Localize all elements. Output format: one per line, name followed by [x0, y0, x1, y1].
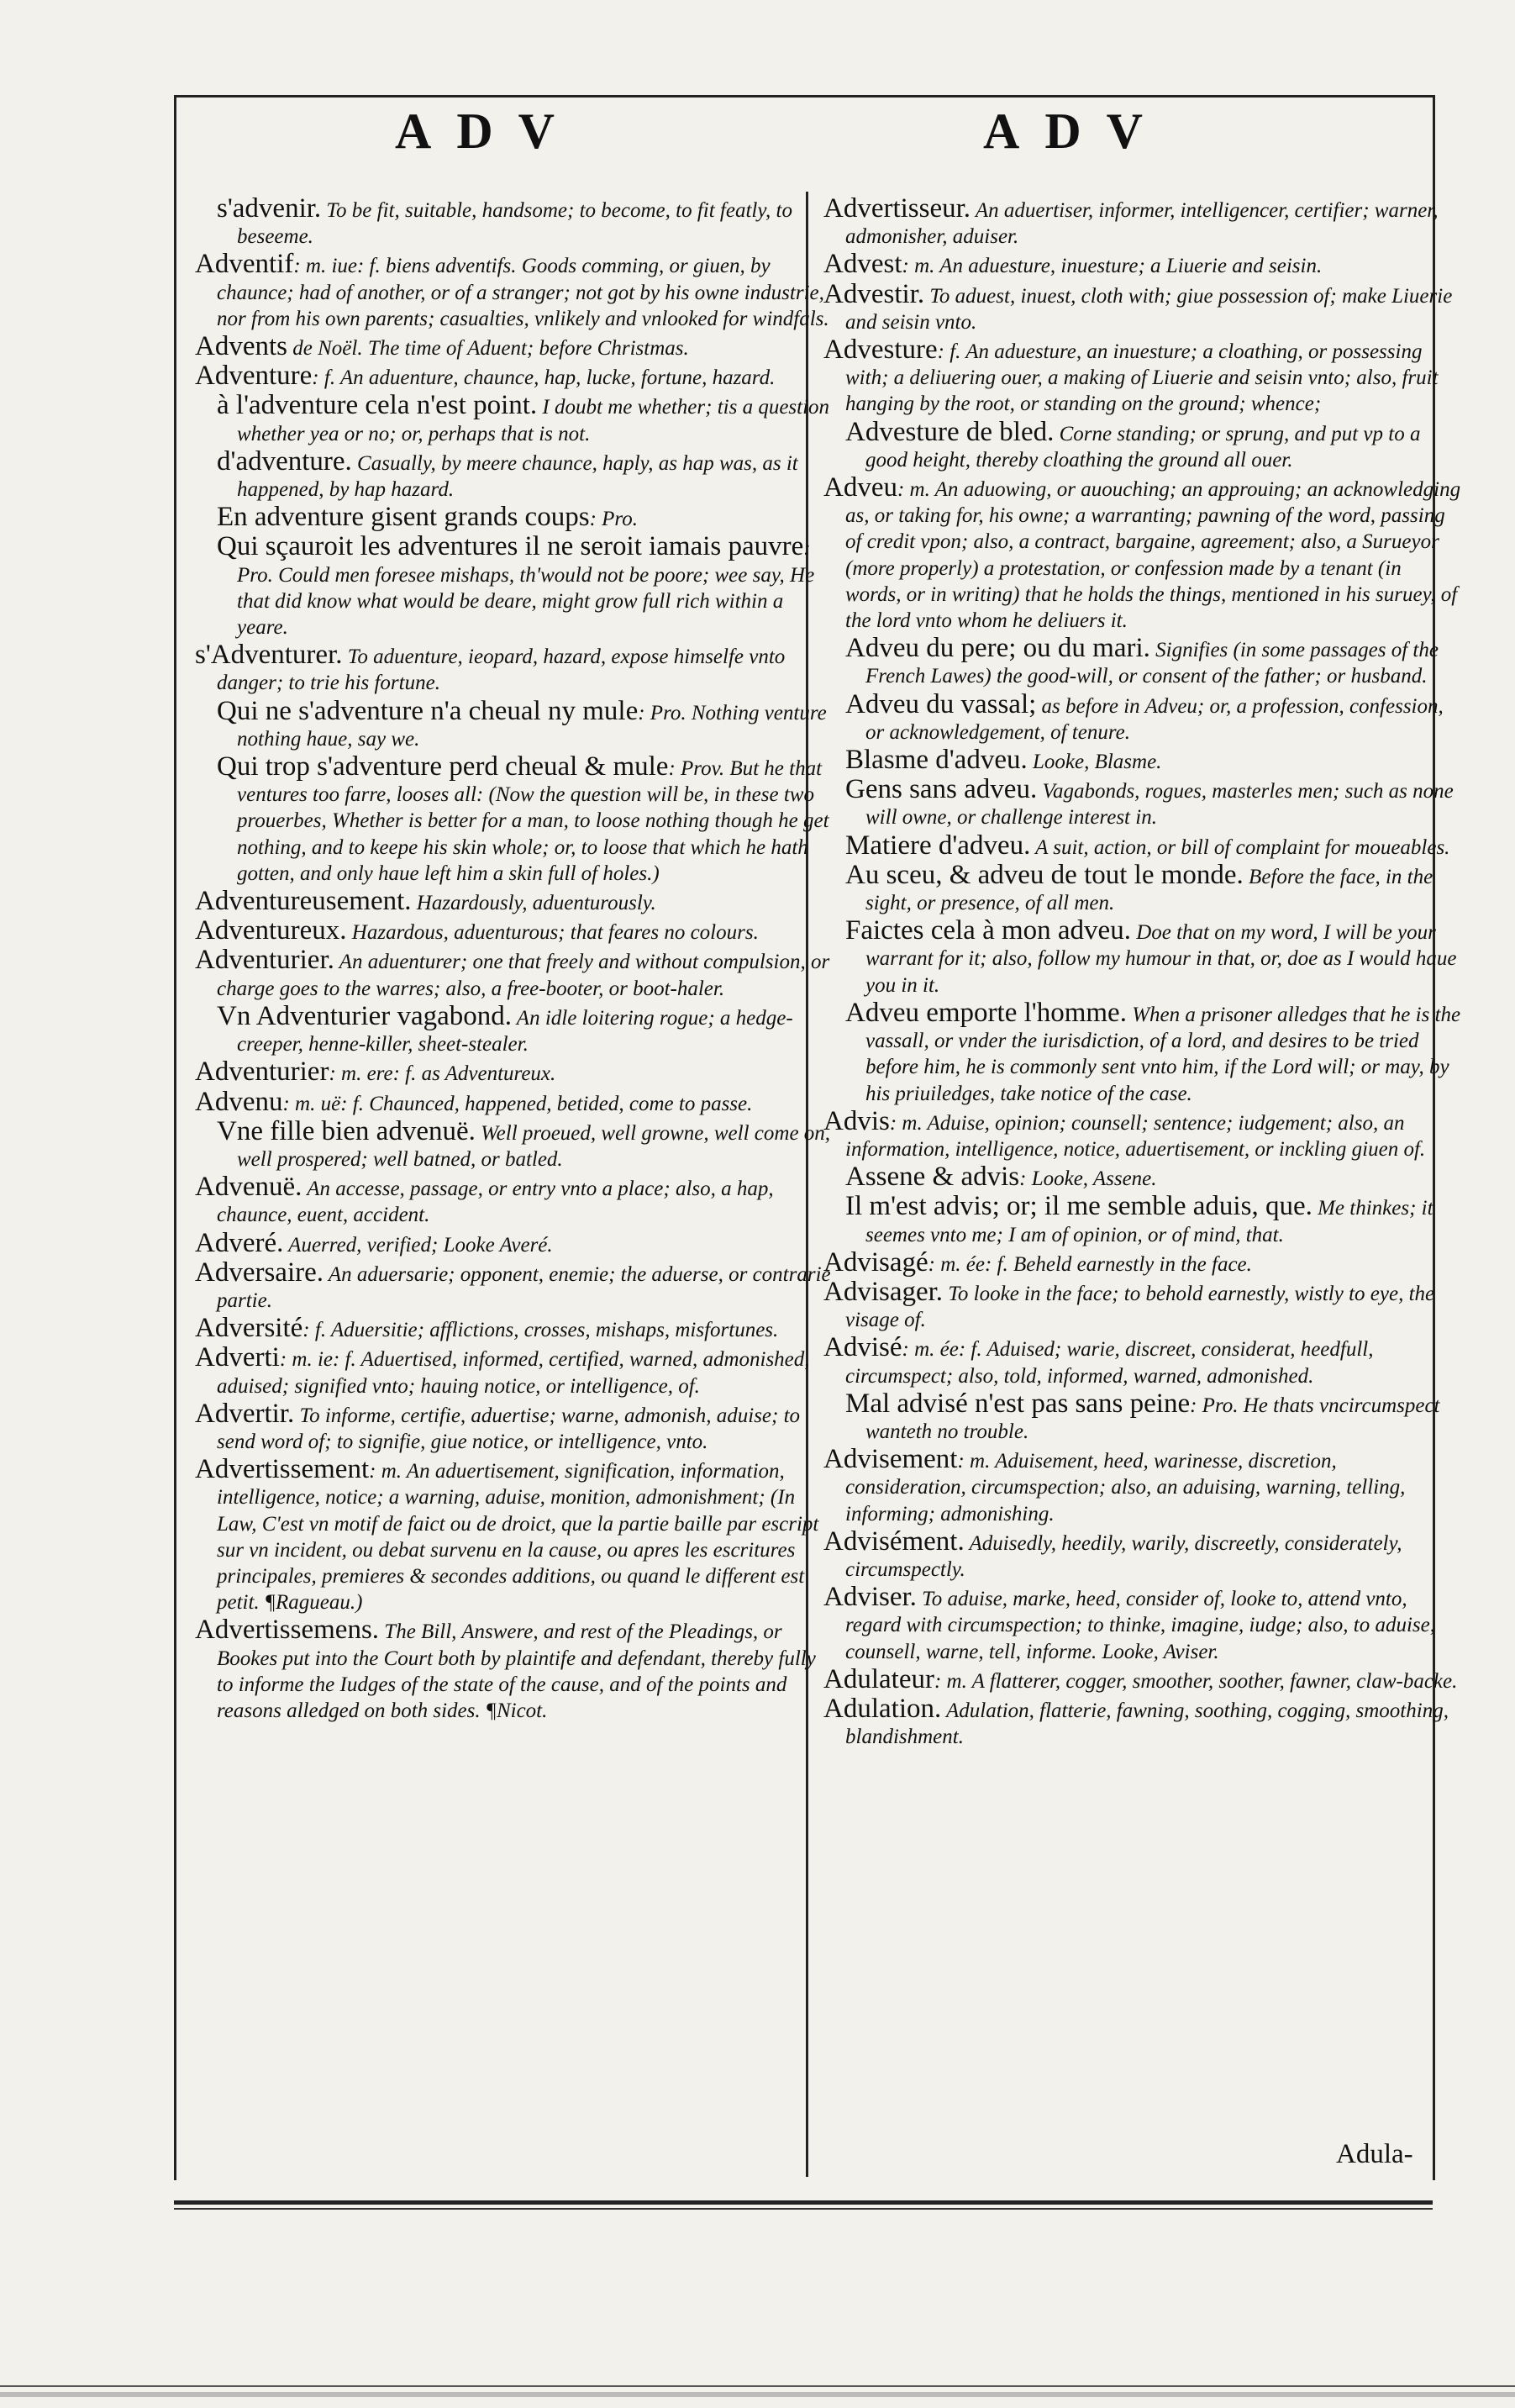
- dictionary-entry: [823, 997, 1462, 1107]
- entry-definition: To aduest, inuest, cloth with; giue possession of; make Liuerie and seisin vnto.: [845, 284, 1453, 334]
- entry-headword: Advertisseur.: [823, 193, 971, 224]
- dictionary-entry: [195, 1342, 834, 1399]
- dictionary-entry: [823, 337, 1462, 418]
- entry-definition: To aduise, marke, heed, consider of, looke to, attend vnto, regard with circumspection; to thinke, imagine, iudge; also, to aduise, counsell, warne, tell, informe. Looke, Aviser.: [845, 1588, 1435, 1663]
- entry-headword: Advents: [195, 331, 287, 362]
- dictionary-entry: [195, 390, 834, 446]
- entry-definition: : Pro. Could men foresee mishaps, th'would not be poore; wee say, He that did know what would be deare, might grow full rich within a yeare.: [237, 537, 815, 640]
- dictionary-entry: [195, 1227, 834, 1258]
- entry-headword: Adulation.: [823, 1693, 942, 1724]
- entry-definition: An aduersarie; opponent, enemie; the aduerse, or contrarie partie.: [217, 1262, 831, 1312]
- entry-definition: Corne standing; or sprung, and put vp to a good height, thereby cloathing the ground all ouer.: [865, 422, 1421, 472]
- entry-definition: : Pro. He thats vncircumspect wanteth no trouble.: [865, 1394, 1440, 1443]
- dictionary-entry: [823, 1584, 1462, 1665]
- entry-definition: : m. ere: f. as Adventureux.: [329, 1062, 556, 1086]
- entry-headword: Adveu du vassal;: [845, 688, 1037, 719]
- entry-definition: The Bill, Answere, and rest of the Pleadings, or Bookes put into the Court both by plaintife and defendant, thereby fully to informe the Iudges of the state of the cause, and of the points and reasons alledged on both sides. ¶Nicot.: [217, 1620, 816, 1722]
- dictionary-entry: [195, 1257, 834, 1314]
- dictionary-entry: [195, 1086, 834, 1117]
- entry-definition: : m. iue: f. biens adventifs. Goods comming, or giuen, by chaunce; had of another, or of a stranger; not got by his owne industrie, nor from his own parents; casualties, vnlikely and vnlooked for windfals.: [217, 255, 829, 330]
- entry-definition: : Pro. Nothing venture nothing haue, say we.: [237, 701, 827, 751]
- dictionary-entry: [195, 642, 834, 696]
- entry-definition: I doubt me whether; tis a question whether yea or no; or, perhaps that is not.: [237, 396, 830, 445]
- entry-definition: An aduenturer; one that freely and without compulsion, or charge goes to the warres; also, a free-booter, or boot-haler.: [217, 951, 830, 1000]
- dictionary-entry: [823, 688, 1462, 746]
- entry-definition: : m. An aduesture, inuesture; a Liuerie and seisin.: [902, 255, 1323, 278]
- entry-headword: Adveré.: [195, 1227, 284, 1258]
- running-head-right: ADV: [983, 103, 1168, 159]
- entry-definition: Hazardous, aduenturous; that feares no colours.: [346, 921, 759, 945]
- entry-headword: Advenu: [195, 1086, 283, 1117]
- entry-definition: : m. A flatterer, cogger, smoother, soother, fawner, claw-backe.: [934, 1669, 1458, 1693]
- dictionary-entry: [195, 445, 834, 503]
- dictionary-entry: [195, 193, 834, 250]
- entry-headword: Advisagé: [823, 1246, 928, 1278]
- entry-headword: Advestir.: [823, 278, 925, 309]
- entry-headword: Adulateur: [823, 1663, 934, 1694]
- dictionary-entry: [823, 1193, 1462, 1247]
- entry-headword: Mal advisé n'est pas sans peine: [845, 1388, 1191, 1419]
- entry-headword: Adversité: [195, 1313, 303, 1344]
- entry-definition: : f. Aduersitie; afflictions, crosses, mishaps, misfortunes.: [302, 1319, 779, 1342]
- dictionary-entry: [195, 695, 834, 752]
- entry-definition: : m. ée: f. Aduised; warie, discreet, considerat, heedfull, circumspect; also, told, informed, warned, admonished.: [845, 1338, 1374, 1388]
- entry-definition: : m. Aduise, opinion; counsell; sentence; iudgement; also, an information, intelligence, notice, aduertisement, or inckling giuen of.: [845, 1111, 1426, 1161]
- entry-definition: : f. An aduesture, an inuesture; a cloathing, or possessing with; a deliuering ouer, a making of Liuerie and seisin vnto; also, fruit hanging by the root, or standing on the ground; whence;: [845, 340, 1439, 416]
- entry-headword: Advertir.: [195, 1398, 295, 1429]
- dictionary-entry: [195, 1398, 834, 1455]
- entry-headword: Au sceu, & adveu de tout le monde.: [845, 859, 1244, 890]
- entry-definition: : m. An aduowing, or auouching; an approuing; an acknowledging as, or taking for, his owne; a warranting; pawning of the word, passing of credit vpon; also, a contract, bargaine, agreement; also, a Surueyor (more properly) a protestation, or confession made by a tenant (in words, or in writing) that he holds the things, mentioned in his suruey, of the lord vnto whom he deliuers it.: [845, 478, 1461, 633]
- entry-headword: Advesture: [823, 335, 938, 366]
- dictionary-entry: [195, 1454, 834, 1615]
- entry-definition: An accesse, passage, or entry vnto a place; also, a hap, chaunce, euent, accident.: [217, 1178, 774, 1227]
- entry-definition: : m. An aduertisement, signification, information, intelligence, notice; a warning, aduise, monition, admonishment; (In Law, C'est vn motif de faict ou de droict, que la partie baille par escript sur vn incident, ou debat survenu en la cause, ou apres les escritures principales, premieres & secondes additions, ou quand le different est petit. ¶Ragueau.): [217, 1460, 819, 1615]
- entry-headword: Advisément.: [823, 1525, 965, 1557]
- entry-headword: s'Adventurer.: [195, 640, 343, 671]
- entry-headword: Assene & advis: [845, 1162, 1020, 1193]
- dictionary-entry: [195, 1617, 834, 1724]
- entry-definition: Doe that on my word, I will be your warrant for it; also, follow my humour in that, or, doe as I would haue you in it.: [865, 921, 1457, 997]
- entry-headword: Blasme d'adveu.: [845, 745, 1028, 776]
- dictionary-entry: [823, 1105, 1462, 1162]
- entry-headword: Qui ne s'adventure n'a cheual ny mule: [217, 695, 639, 726]
- dictionary-entry: [823, 1446, 1462, 1527]
- entry-headword: Adventure: [195, 361, 313, 392]
- dictionary-entry: [823, 251, 1462, 279]
- entry-definition: To aduenture, ieopard, hazard, expose himselfe vnto danger; to trie his fortune.: [217, 645, 786, 695]
- entry-definition: as before in Adveu; or, a profession, confession, or acknowledgement, of tenure.: [865, 694, 1444, 744]
- entry-definition: Well proeued, well growne, well come on, well prospered; well batned, or batled.: [237, 1121, 831, 1171]
- entry-headword: Qui trop s'adventure perd cheual & mule: [217, 751, 669, 782]
- dictionary-entry: [823, 1332, 1462, 1388]
- dictionary-entry: [823, 774, 1462, 830]
- dictionary-entry: [195, 363, 834, 391]
- entry-headword: Advisager.: [823, 1276, 944, 1307]
- dictionary-entry: [195, 947, 834, 1001]
- entry-headword: Il m'est advis; or; il me semble aduis, que.: [845, 1191, 1312, 1222]
- entry-definition: Looke, Blasme.: [1027, 751, 1162, 774]
- entry-headword: Advest: [823, 249, 902, 280]
- entry-headword: Adveu du pere; ou du mari.: [845, 633, 1150, 664]
- entry-definition: Aduisedly, heedily, warily, discreetly, considerately, circumspectly.: [845, 1531, 1402, 1581]
- entry-headword: d'adventure.: [217, 445, 352, 477]
- entry-headword: Vne fille bien advenuë.: [217, 1115, 476, 1146]
- entry-headword: Advis: [823, 1105, 890, 1136]
- entry-headword: Adventureusement.: [195, 886, 412, 917]
- dictionary-entry: [823, 830, 1462, 861]
- entry-headword: En adventure gisent grands coups: [217, 502, 590, 533]
- entry-definition: Hazardously, aduenturously.: [411, 892, 656, 915]
- entry-definition: Casually, by meere chaunce, haply, as hap was, as it happened, by hap hazard.: [237, 451, 798, 502]
- dictionary-entry: [823, 1693, 1462, 1750]
- entry-definition: Vagabonds, rogues, masterles men; such as none will owne, or challenge interest in.: [865, 780, 1454, 830]
- entry-definition: To informe, certifie, aduertise; warne, admonish, aduise; to send word of; to signifie, giue notice, or intelligence, vnto.: [217, 1404, 801, 1453]
- dictionary-entry: [195, 1056, 834, 1088]
- dictionary-entry: [195, 331, 834, 362]
- entry-definition: When a prisoner alledges that he is the vassall, or vnder the iurisdiction, of a lord, and desires to be tried before him, he is commonly sent vnto him, if the Lord will; or may, by his priuiledges, take notice of the case.: [865, 1003, 1461, 1105]
- dictionary-entry: [823, 416, 1462, 473]
- entry-definition: : m. Aduisement, heed, warinesse, discretion, consideration, circumspection; also, an aduising, warning, telling, informing; admonishing.: [845, 1450, 1406, 1525]
- entry-definition: Me thinkes; it seemes vnto me; I am of opinion, or of mind, that.: [865, 1197, 1433, 1246]
- dictionary-entry: [195, 1174, 834, 1228]
- dictionary-entry: [195, 1315, 834, 1343]
- entry-headword: Advisement: [823, 1444, 958, 1475]
- entry-definition: To be fit, suitable, handsome; to become, to fit featly, to beseeme.: [237, 199, 792, 249]
- entry-headword: Advisé: [823, 1332, 902, 1363]
- entry-headword: Vn Adventurier vagabond.: [217, 1000, 512, 1031]
- dictionary-entry: [823, 193, 1462, 250]
- dictionary-entry: [823, 915, 1462, 999]
- entry-headword: Adventif: [195, 249, 294, 280]
- dictionary-entry: [195, 531, 834, 640]
- entry-headword: Qui sçauroit les adventures il ne seroit iamais pauvre: [217, 531, 804, 562]
- dictionary-entry: [195, 504, 834, 532]
- entry-definition: : Pro.: [589, 508, 638, 531]
- entry-definition: A suit, action, or bill of complaint for moueables.: [1030, 835, 1450, 859]
- dictionary-entry: [823, 1164, 1462, 1192]
- entry-definition: Auerred, verified; Looke Averé.: [283, 1233, 553, 1257]
- bottom-rule: [174, 2200, 1433, 2205]
- dictionary-entry: [195, 751, 834, 887]
- entry-headword: Adveu emporte l'homme.: [845, 997, 1127, 1028]
- right-column: [823, 193, 1462, 1752]
- footer-band: [0, 2392, 1515, 2397]
- entry-definition: Before the face, in the sight, or presence, of all men.: [865, 865, 1433, 915]
- dictionary-entry: [823, 1663, 1462, 1694]
- entry-headword: Adventurier: [195, 1056, 329, 1088]
- dictionary-entry: [823, 859, 1462, 916]
- entry-definition: : m. ie: f. Aduertised, informed, certified, warned, admonished, aduised; signified vnto; hauing notice, or intelligence, of.: [217, 1348, 810, 1398]
- dictionary-entry: [823, 1246, 1462, 1278]
- entry-definition: Adulation, flatterie, fawning, soothing, cogging, smoothing, blandishment.: [845, 1699, 1449, 1749]
- running-head-left: ADV: [395, 103, 580, 159]
- entry-definition: : m. uë: f. Chaunced, happened, betided, come to passe.: [282, 1092, 753, 1115]
- entry-headword: Adveu: [823, 472, 897, 503]
- catchword: Adula-: [1336, 2139, 1413, 2169]
- entry-headword: Faictes cela à mon adveu.: [845, 915, 1131, 946]
- entry-definition: An idle loitering rogue; a hedge-creeper, henne-killer, sheet-stealer.: [237, 1006, 793, 1056]
- entry-headword: Adviser.: [823, 1582, 917, 1613]
- entry-definition: An aduertiser, informer, intelligencer, certifier; warner, admonisher, aduiser.: [845, 199, 1439, 249]
- entry-definition: de Noël. The time of Aduent; before Christmas.: [287, 337, 689, 361]
- bottom-rule-thin: [174, 2208, 1433, 2210]
- dictionary-entry: [823, 635, 1462, 689]
- dictionary-entry: [195, 915, 834, 946]
- entry-headword: Adventurier.: [195, 945, 334, 976]
- entry-headword: Adventureux.: [195, 915, 347, 946]
- footer-line: [0, 2385, 1515, 2387]
- entry-headword: à l'adventure cela n'est point.: [217, 390, 538, 421]
- dictionary-entry: [195, 1115, 834, 1172]
- entry-headword: Advesture de bled.: [845, 416, 1055, 447]
- entry-definition: Signifies (in some passages of the French Lawes) the good-will, or consent of the father; or husband.: [865, 639, 1439, 688]
- entry-headword: Advertissemens.: [195, 1615, 380, 1646]
- entry-definition: : m. ée: f. Beheld earnestly in the face.: [928, 1252, 1252, 1276]
- entry-headword: Advertissement: [195, 1454, 370, 1485]
- dictionary-entry: [823, 278, 1462, 335]
- entry-headword: Matiere d'adveu.: [845, 830, 1031, 861]
- entry-headword: Gens sans adveu.: [845, 774, 1038, 805]
- dictionary-entry: [195, 251, 834, 332]
- entry-headword: s'advenir.: [217, 193, 322, 224]
- dictionary-entry: [823, 472, 1462, 634]
- entry-definition: : f. An aduenture, chaunce, hap, lucke, fortune, hazard.: [312, 366, 776, 390]
- dictionary-entry: [823, 1388, 1462, 1445]
- dictionary-entry: [195, 888, 834, 916]
- dictionary-entry: [195, 1000, 834, 1057]
- left-column: [195, 193, 834, 1726]
- entry-headword: Adverti: [195, 1342, 280, 1373]
- entry-headword: Adversaire.: [195, 1257, 324, 1288]
- dictionary-entry: [823, 747, 1462, 775]
- entry-definition: : Looke, Assene.: [1019, 1167, 1157, 1191]
- entry-definition: To looke in the face; to behold earnestly, wistly to eye, the visage of.: [845, 1282, 1435, 1332]
- dictionary-entry: [823, 1525, 1462, 1583]
- dictionary-entry: [823, 1276, 1462, 1333]
- entry-definition: : Prov. But he that ventures too farre, looses all: (Now the question will be, in these two prouerbes, Whether is better for a man, to loose nothing though he get nothing, and to keepe his skin whole; or, to loose that which he hath gotten, and only haue left him a skin full of holes.): [237, 757, 829, 885]
- entry-headword: Advenuë.: [195, 1172, 302, 1203]
